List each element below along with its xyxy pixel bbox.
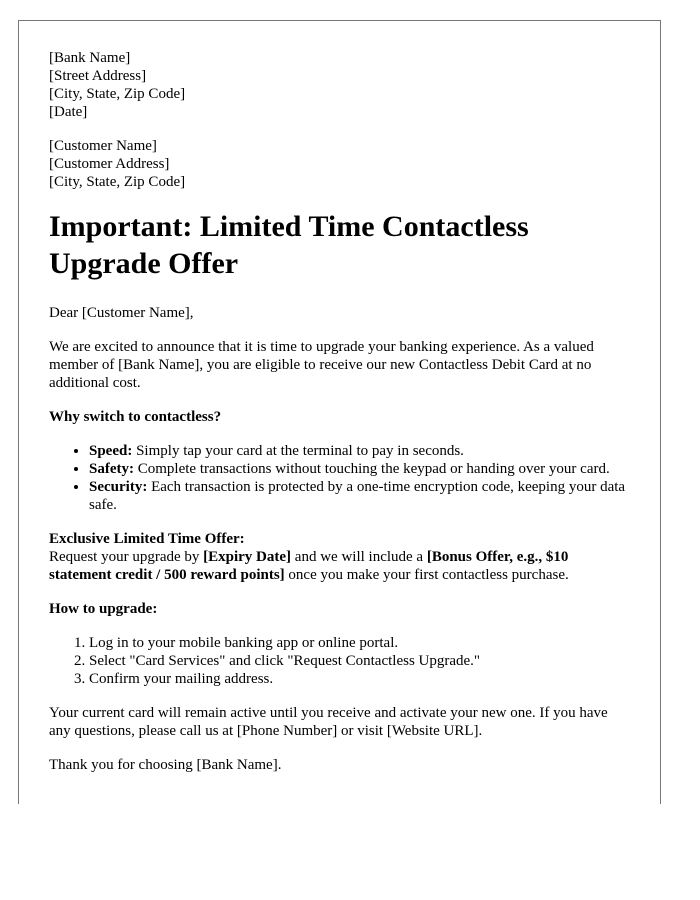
letter-title: Important: Limited Time Contactless Upgrade Offer	[49, 210, 529, 280]
recipient-street: [Customer Address]	[49, 156, 170, 172]
intro-paragraph: We are excited to announce that it is time to upgrade your banking experience. As a valued member of [Bank Name], you are eligible to receive our new Contactless Debit Card at no additional cost.	[49, 339, 594, 391]
benefits-list	[49, 442, 630, 514]
letter-date: [Date]	[49, 104, 88, 120]
benefit-text: Each transaction is protected by a one-time encryption code, keeping your data safe.	[89, 479, 626, 513]
why-heading: Why switch to contactless?	[49, 409, 222, 425]
offer-text-1: Request your upgrade by	[49, 549, 204, 565]
recipient-address	[49, 137, 630, 191]
step-item: 3. Confirm your mailing address.	[89, 670, 630, 688]
sender-city: [City, State, Zip Code]	[49, 86, 186, 102]
offer-text-2: and we will include a	[291, 549, 427, 565]
benefit-text: Simply tap your card at the terminal to pay in seconds.	[132, 443, 464, 459]
benefit-item	[89, 478, 630, 514]
offer-heading: Exclusive Limited Time Offer:	[49, 531, 245, 547]
offer-section	[49, 530, 630, 584]
recipient-city: [City, State, Zip Code]	[49, 174, 186, 190]
benefit-label: Speed:	[89, 443, 133, 459]
closing-paragraph: Your current card will remain active until you receive and activate your new one. If you have any questions, please call us at [Phone Number] or visit [Website URL].	[49, 705, 608, 739]
benefit-label: Security:	[89, 479, 148, 495]
step-item: 2. Select "Card Services" and click "Request Contactless Upgrade."	[89, 652, 630, 670]
benefit-text: Complete transactions without touching the keypad or handing over your card.	[134, 461, 610, 477]
sender-street: [Street Address]	[49, 68, 147, 84]
step-item: 1. Log in to your mobile banking app or online portal.	[89, 634, 630, 652]
offer-expiry: [Expiry Date]	[203, 549, 292, 565]
benefit-label: Safety:	[89, 461, 134, 477]
benefit-item	[89, 460, 630, 478]
steps-list	[49, 634, 630, 688]
offer-bonus: [Bonus Offer, e.g., $10 statement credit / 500 reward points]	[49, 549, 569, 583]
offer-text-3: once you make your first contactless purchase.	[284, 567, 569, 583]
sender-address	[49, 49, 630, 121]
salutation: Dear [Customer Name],	[49, 305, 194, 321]
sender-bank-name: [Bank Name]	[49, 50, 131, 66]
offer-paragraph	[49, 548, 630, 584]
thanks-line: Thank you for choosing [Bank Name].	[49, 757, 282, 773]
how-heading: How to upgrade:	[49, 601, 158, 617]
recipient-name: [Customer Name]	[49, 138, 157, 154]
benefit-item	[89, 442, 630, 460]
letter-page	[18, 20, 661, 804]
